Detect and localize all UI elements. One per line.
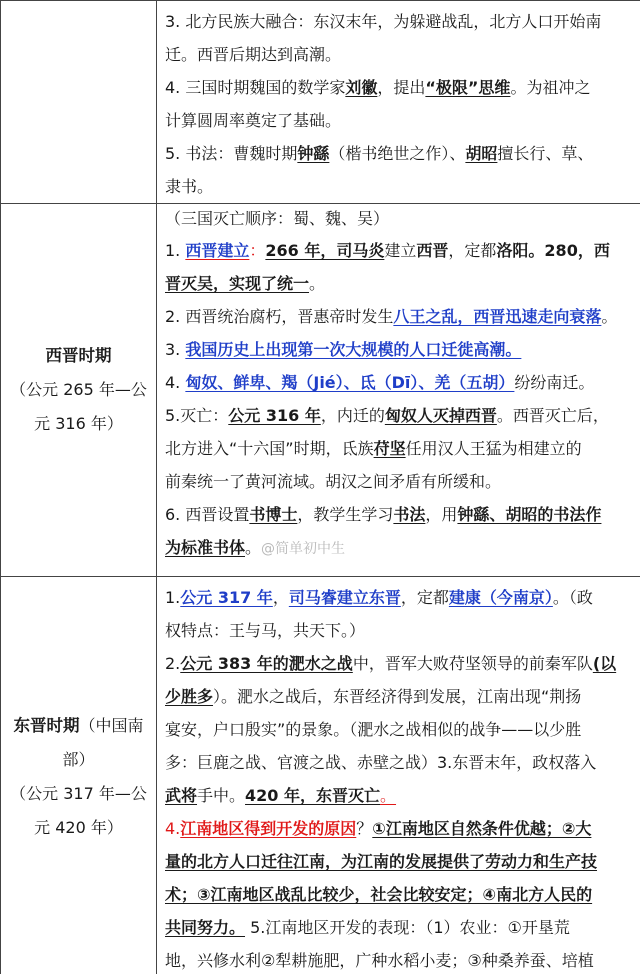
content-line: 为标准书体。@简单初中生 — [165, 538, 346, 557]
table-row — [1, 204, 640, 577]
content-line: 宴安，户口殷实”的景象。（淝水之战相似的战争——以少胜 — [165, 720, 582, 739]
content-line: 4. 匈奴、鲜卑、羯（Jié）、氐（Dī）、羌（五胡）纷纷南迁。 — [165, 373, 595, 392]
period-title: 西晋时期 — [45, 346, 112, 365]
content-line: 晋灭吴，实现了统一。 — [165, 274, 326, 293]
content-cell — [157, 204, 640, 577]
content-line: 2. 西晋统治腐朽，晋惠帝时发生八王之乱，西晋迅速走向衰落。 — [165, 307, 618, 326]
content-line: 5.灭亡：公元 316 年，内迁的匈奴人灭掉西晋。西晋灭亡后， — [165, 406, 609, 425]
content-line: 3. 我国历史上出现第一次大规模的人口迁徙高潮。 — [165, 340, 522, 359]
content-line: 术；③江南地区战乱比较少，社会比较安定；④南北方人民的 — [165, 885, 593, 904]
content-line: 武将手中。420 年，东晋灭亡。 — [165, 786, 397, 805]
content-line: 2.公元 383 年的淝水之战中，晋军大败苻坚领导的前秦军队(以 — [165, 654, 617, 673]
content-line: （三国灭亡顺序：蜀、魏、吴） — [165, 209, 390, 228]
content-line: 隶书。 — [165, 177, 214, 196]
content-line: 多：巨鹿之战、官渡之战、赤壁之战）3.东晋末年，政权落入 — [165, 753, 597, 772]
period-years: 元 420 年） — [34, 818, 123, 837]
content-line: 少胜多）。淝水之战后，东晋经济得到发展，江南出现“荆扬 — [165, 687, 582, 706]
content-line: 5. 书法：曹魏时期钟繇（楷书绝世之作）、胡昭擅长行、草、 — [165, 144, 594, 163]
period-years: （公元 317 年—公 — [10, 784, 147, 803]
period-title: 部） — [62, 750, 95, 769]
period-cell — [1, 577, 157, 974]
content-line: 4.江南地区得到开发的原因？①江南地区自然条件优越；②大 — [165, 819, 592, 838]
content-line: 计算圆周率奠定了基础。 — [165, 111, 342, 130]
table-row — [1, 1, 640, 204]
content-line: 迁。西晋后期达到高潮。 — [165, 45, 342, 64]
period-cell — [1, 204, 157, 577]
content-line: 前秦统一了黄河流域。胡汉之间矛盾有所缓和。 — [165, 472, 502, 491]
content-line: 量的北方人口迁往江南，为江南的发展提供了劳动力和生产技 — [165, 852, 598, 871]
content-line: 4. 三国时期魏国的数学家刘徽，提出“极限”思维。为祖冲之 — [165, 78, 591, 97]
period-years: （公元 265 年—公 — [10, 380, 147, 399]
period-title: 东晋时期（中国南 — [13, 716, 144, 735]
content-line: 权特点：王与马，共天下。） — [165, 621, 366, 640]
content-line: 1.公元 317 年，司马睿建立东晋，定都建康（今南京）。（政 — [165, 588, 593, 607]
content-line: 共同努力。 5.江南地区开发的表现：（1）农业：①开垦荒 — [165, 918, 570, 937]
content-line: 3. 北方民族大融合：东汉末年，为躲避战乱，北方人口开始南 — [165, 12, 602, 31]
content-cell — [157, 577, 640, 974]
period-years: 元 316 年） — [34, 414, 123, 433]
period-cell-empty — [1, 1, 157, 204]
content-line: 北方进入“十六国”时期，氐族苻坚任用汉人王猛为相建立的 — [165, 439, 582, 458]
watermark: @简单初中生 — [261, 541, 346, 557]
content-line: 1. 西晋建立：266 年，司马炎建立西晋，定都洛阳。280，西 — [165, 241, 610, 260]
content-line: 6. 西晋设置书博士，教学生学习书法，用钟繇、胡昭的书法作 — [165, 505, 602, 524]
table-row — [1, 577, 640, 974]
content-cell — [157, 1, 640, 204]
content-line: 地，兴修水利②犁耕施肥，广种水稻小麦；③种桑养蚕、培植 — [165, 951, 594, 970]
